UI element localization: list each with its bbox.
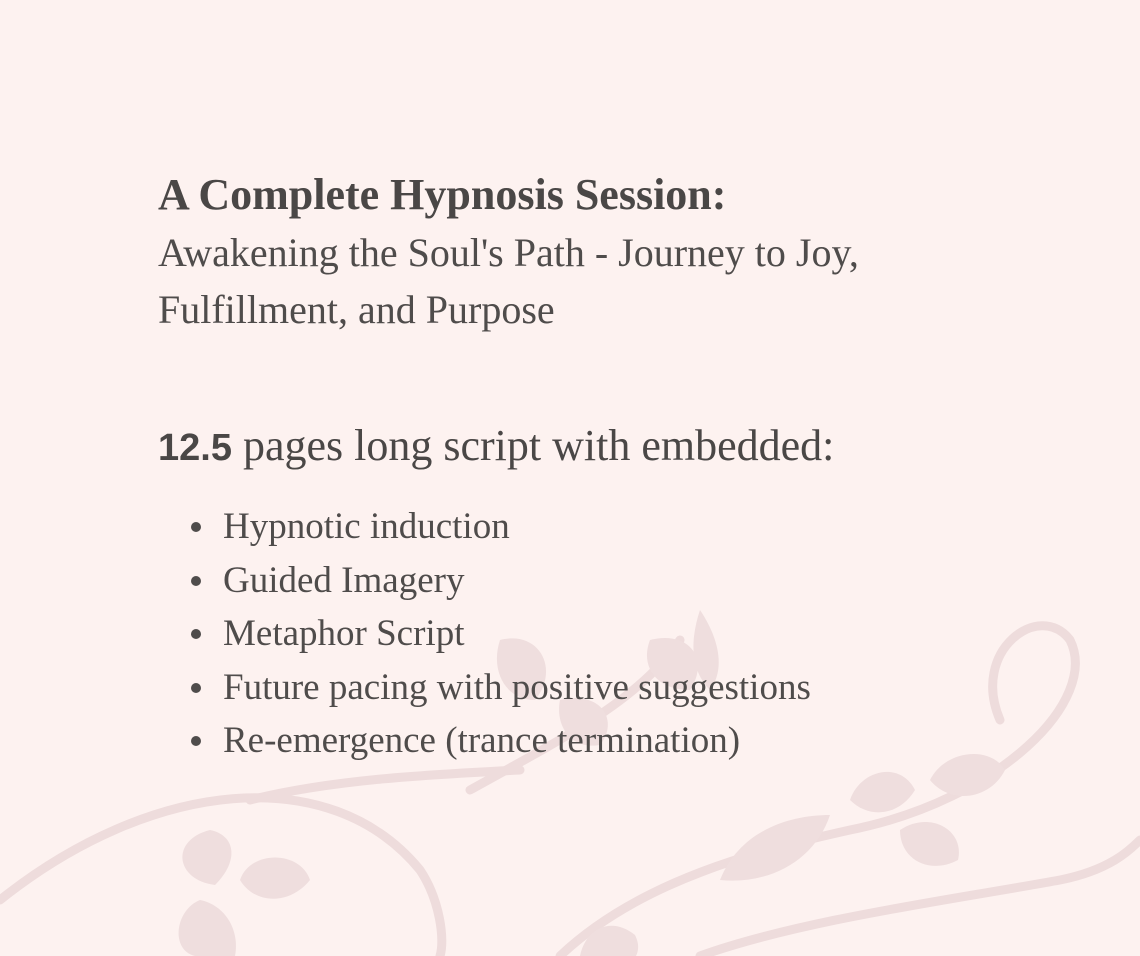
script-length-line	[158, 418, 1058, 476]
bullet-icon	[191, 522, 201, 532]
list-item: Hypnotic induction	[188, 500, 1058, 554]
bullet-icon	[191, 629, 201, 639]
bullet-icon	[191, 576, 201, 586]
list-item: Future pacing with positive suggestions	[188, 661, 1058, 715]
session-title: A Complete Hypnosis Session:	[158, 170, 727, 219]
content-block	[158, 166, 1058, 768]
script-length-text: pages long script with embedded:	[231, 421, 835, 470]
bullet-icon	[191, 736, 201, 746]
list-item: Guided Imagery	[188, 554, 1058, 608]
list-item: Metaphor Script	[188, 607, 1058, 661]
session-subtitle: Awakening the Soul's Path - Journey to Joy, Fulfillment, and Purpose	[158, 230, 859, 332]
feature-list	[158, 500, 1058, 768]
bullet-icon	[191, 683, 201, 693]
list-item: Re-emergence (trance termination)	[188, 714, 1058, 768]
page-count: 12.5	[158, 427, 232, 469]
